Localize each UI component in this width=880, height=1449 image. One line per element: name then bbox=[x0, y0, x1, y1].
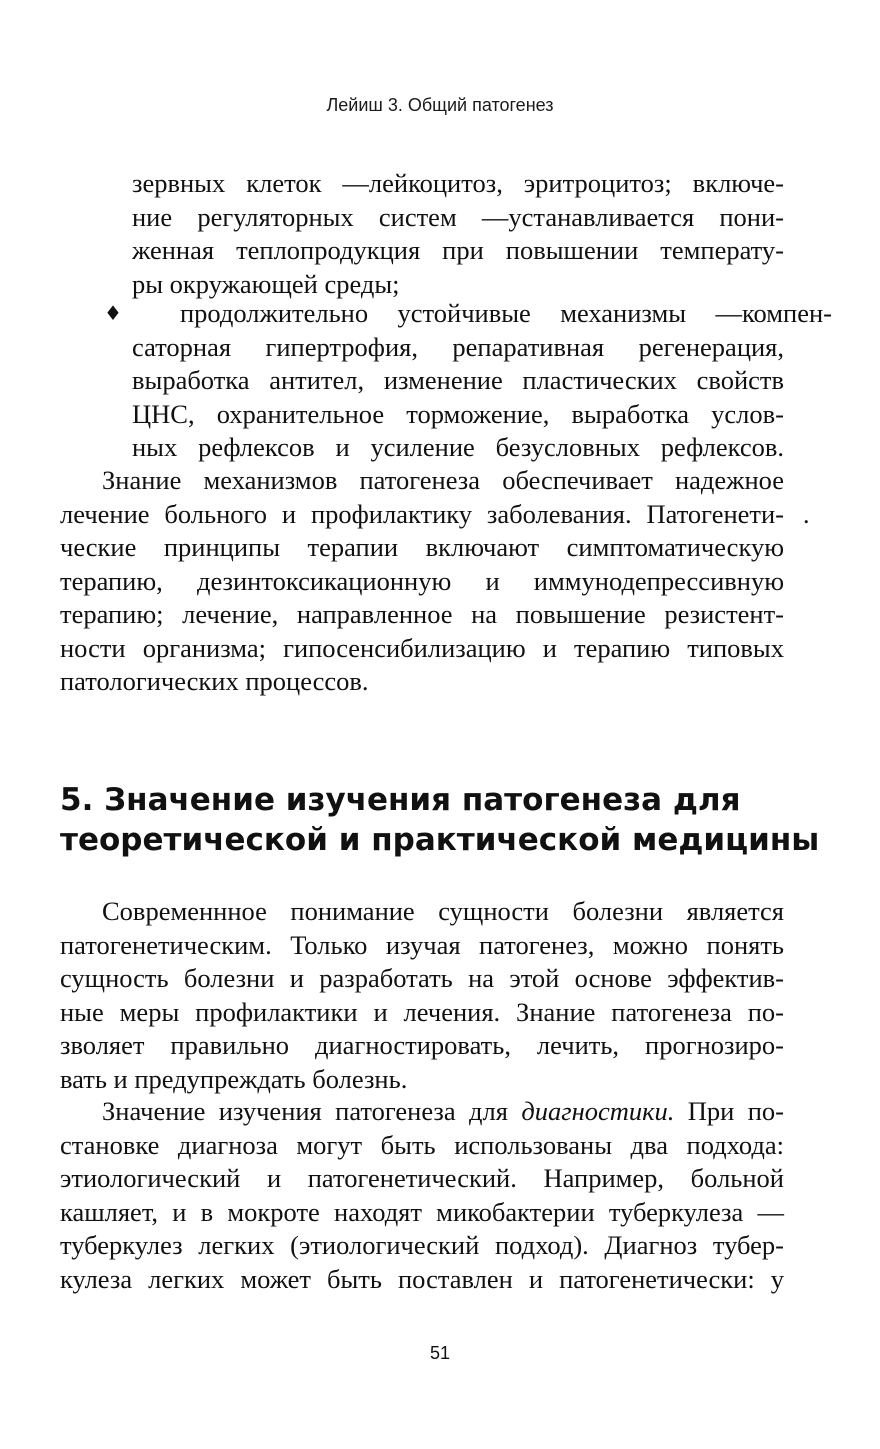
paragraph-diagnostics bbox=[60, 1095, 784, 1296]
text-line: выработка антител, изменение пластических свойств bbox=[132, 365, 784, 395]
text-line: становке диагноза могут быть использованы два подхода: bbox=[60, 1129, 784, 1160]
text-line: Современнное понимание сущности болезни является bbox=[102, 896, 784, 926]
text-line: этиологический и патогенетический. Например, больной bbox=[60, 1163, 784, 1193]
margin-mark: . bbox=[803, 500, 810, 529]
text-span: Значение изучения патогенеза для bbox=[102, 1096, 508, 1126]
running-head: Лейиш 3. Общий патогенез bbox=[326, 95, 554, 115]
text-line: патогенетическим. Только изучая патогенез, можно понять bbox=[60, 929, 784, 960]
text-line: ры окружающей среды; bbox=[132, 268, 400, 299]
text-line: лечение больного и профилактику заболевания. Патогенети- bbox=[60, 498, 784, 529]
text-line: продолжительно устойчивые механизмы —компен- bbox=[180, 298, 832, 328]
text-line: ЦНС, охранительное торможение, выработка услов- bbox=[132, 398, 784, 429]
text-line: ческие принципы терапии включают симптоматическую bbox=[60, 532, 784, 562]
page-number: 51 bbox=[429, 1343, 451, 1363]
text-line: саторная гипертрофия, репаративная регенерация, bbox=[132, 331, 784, 362]
italic-term: диагностики. bbox=[521, 1096, 675, 1126]
text-line: ные меры профилактики и лечения. Знание патогенеза по- bbox=[60, 996, 784, 1027]
text-line: зервных клеток —лейкоцитоз, эритроцитоз; включе- bbox=[132, 168, 784, 198]
text-line: вать и предупреждать болезнь. bbox=[60, 1063, 408, 1094]
text-line: сущность болезни и разработать на этой основе эффектив- bbox=[60, 963, 784, 993]
heading-line: 5. Значение изучения патогенеза для bbox=[60, 782, 741, 818]
text-line: женная теплопродукция при повышении температу- bbox=[132, 235, 784, 265]
text-line: Знание механизмов патогенеза обеспечивает надежное bbox=[102, 465, 784, 495]
section-heading bbox=[60, 780, 820, 860]
text-line: кашляет, и в мокроте находят микобактерии туберкулеза — bbox=[60, 1196, 784, 1227]
text-line: кулеза легких может быть поставлен и патогенетически: у bbox=[60, 1263, 784, 1294]
text-line: зволяет правильно диагностировать, лечить, прогнозиро- bbox=[60, 1030, 784, 1060]
text-line: терапию, дезинтоксикационную и иммунодепрессивную bbox=[60, 565, 784, 596]
text-line bbox=[60, 1095, 784, 1129]
text-line: ние регуляторных систем —устанавливается пони- bbox=[132, 201, 784, 232]
bullet-item bbox=[132, 297, 832, 465]
paragraph-understanding bbox=[60, 895, 784, 1096]
bullet-diamond-icon: ♦ bbox=[104, 301, 122, 325]
paragraph-mechanisms bbox=[60, 464, 784, 699]
text-line: терапию; лечение, направленное на повышение резистент- bbox=[60, 599, 784, 629]
text-line: ности организма; гипосенсибилизацию и терапию типовых bbox=[60, 632, 784, 663]
continuation-text bbox=[132, 167, 784, 301]
text-line: патологических процессов. bbox=[60, 666, 369, 696]
text-span: При по- bbox=[687, 1096, 784, 1126]
heading-line: теоретической и практической медицины bbox=[60, 822, 820, 858]
text-line: туберкулез легких (этиологический подход). Диагноз тубер- bbox=[60, 1230, 784, 1260]
text-line: ных рефлексов и усиление безусловных рефлексов. bbox=[132, 432, 784, 462]
